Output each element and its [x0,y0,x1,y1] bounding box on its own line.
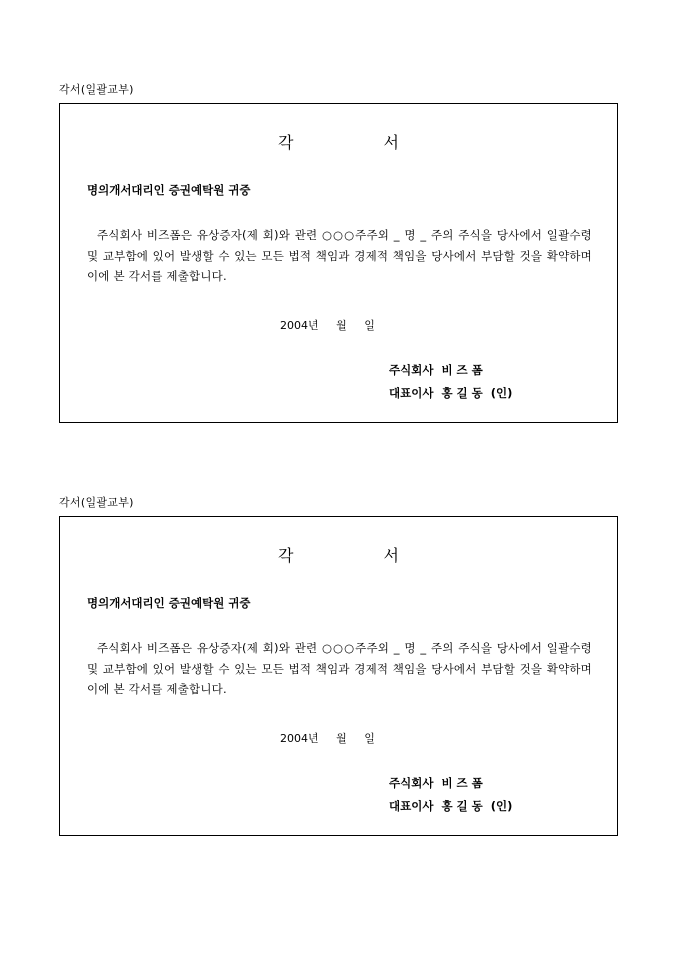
form-title-left: 각 [278,546,294,565]
recipient-line: 명의개서대리인 증권예탁원 귀중 [87,183,251,197]
representative-signature: 대표이사 홍 길 동 (인) [389,799,513,813]
date-line: 2004년 월 일 [280,732,375,745]
recipient-line: 명의개서대리인 증권예탁원 귀중 [87,596,251,610]
company-name: 주식회사 비 즈 폼 [389,776,483,790]
pledge-form [59,103,618,423]
pledge-body: 주식회사 비즈폼은 유상증자(제 회)와 관련 ○○○주주외 _ 명 _ 주의 주식을 당사에서 일괄수령 및 교부함에 있어 발생할 수 있는 모든 법적 책임과 경제적 책임을 당사에서 부담할 것을 확약하며 이에 본 각서를 제출합니다. [87,641,592,696]
document-caption: 각서(일괄교부) [59,83,134,96]
pledge-form [59,516,618,836]
form-title-left: 각 [278,133,294,152]
form-title [60,130,617,153]
form-title-right: 서 [383,133,399,152]
form-title [60,543,617,566]
pledge-body: 주식회사 비즈폼은 유상증자(제 회)와 관련 ○○○주주외 _ 명 _ 주의 주식을 당사에서 일괄수령 및 교부함에 있어 발생할 수 있는 모든 법적 책임과 경제적 책임을 당사에서 부담할 것을 확약하며 이에 본 각서를 제출합니다. [87,228,592,283]
company-name: 주식회사 비 즈 폼 [389,363,483,377]
form-title-right: 서 [383,546,399,565]
representative-signature: 대표이사 홍 길 동 (인) [389,386,513,400]
document-caption: 각서(일괄교부) [59,496,134,509]
date-line: 2004년 월 일 [280,319,375,332]
